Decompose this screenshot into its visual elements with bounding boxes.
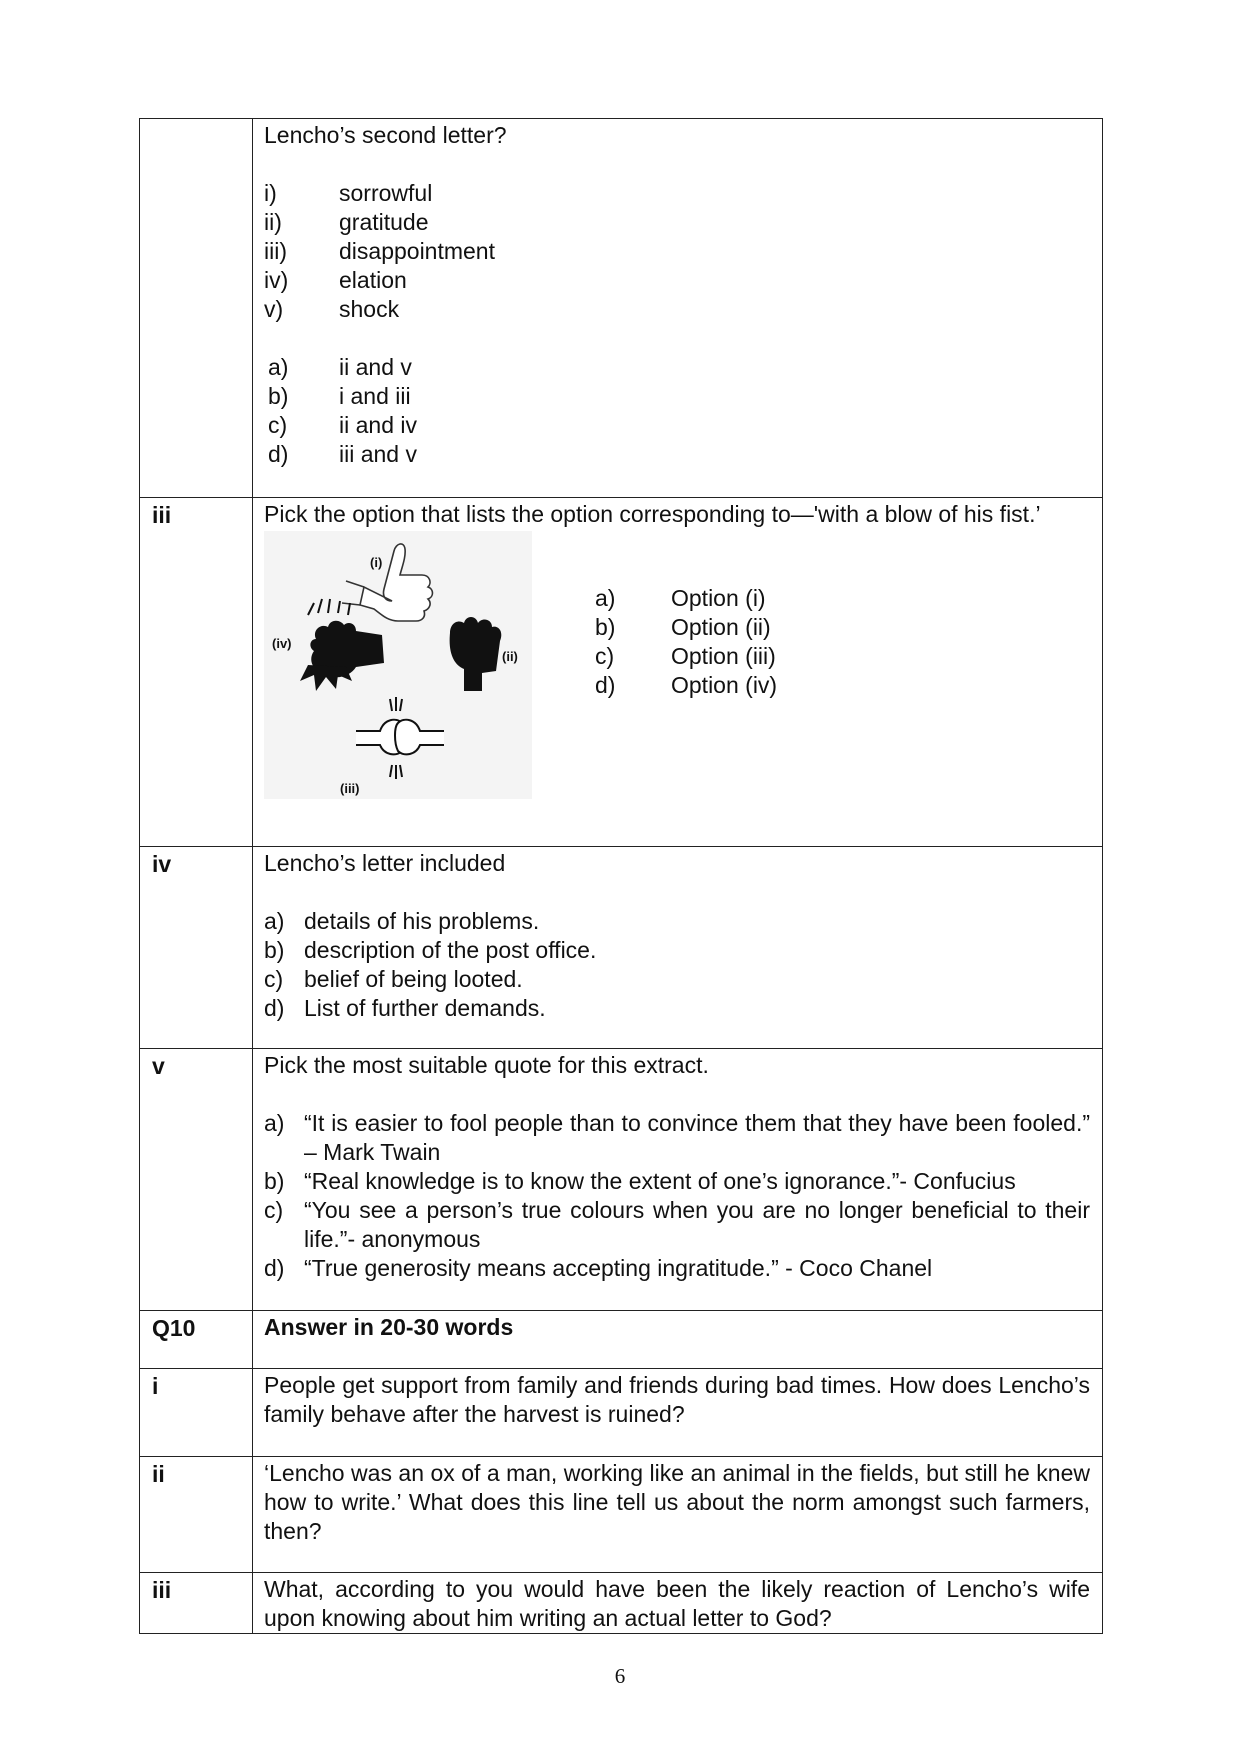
list-item: v) shock: [264, 296, 400, 322]
question-body: [253, 119, 1103, 498]
answer-option: c) belief of being looted.: [264, 966, 523, 992]
question-number: iii: [140, 498, 253, 847]
question-number-cell: [140, 119, 253, 498]
question-stem: Lencho’s letter included: [264, 850, 506, 876]
question-number: iii: [140, 1573, 253, 1634]
question-row: [140, 119, 1103, 498]
question-body: [253, 1049, 1103, 1311]
answer-option: a) ii and v: [268, 354, 412, 380]
question-row: [140, 1311, 1103, 1369]
answer-option: a) details of his problems.: [264, 908, 540, 934]
answer-option: b) i and iii: [268, 383, 411, 409]
question-row: [140, 1369, 1103, 1457]
figure-label-iv: (iv): [272, 636, 292, 651]
answer-option: d) iii and v: [268, 441, 417, 467]
question-body: [253, 847, 1103, 1049]
answer-option: d) List of further demands.: [264, 995, 546, 1021]
question-text: People get support from family and friends during bad times. How does Lencho’s family behave after the harvest is ruined?: [253, 1369, 1103, 1457]
question-row: [140, 1573, 1103, 1634]
figure-label-iii: (iii): [340, 781, 360, 796]
question-number: Q10: [140, 1311, 253, 1369]
question-number: v: [140, 1049, 253, 1311]
figure-label-ii: (ii): [502, 649, 518, 664]
question-text: What, according to you would have been the likely reaction of Lencho’s wife upon knowing about him writing an actual letter to God?: [253, 1573, 1103, 1634]
question-number: iv: [140, 847, 253, 1049]
question-row: [140, 1457, 1103, 1573]
question-row: [140, 1049, 1103, 1311]
question-text: ‘Lencho was an ox of a man, working like an animal in the fields, but still he knew how to write.’ What does this line tell us about the norm amongst such farmers, then?: [253, 1457, 1103, 1573]
answer-option: c) Option (iii): [595, 643, 776, 669]
answer-option: b) “Real knowledge is to know the extent of one’s ignorance.”- Confucius: [264, 1168, 1016, 1194]
answer-options: [595, 584, 777, 700]
question-number: i: [140, 1369, 253, 1457]
list-item: i) sorrowful: [264, 180, 433, 206]
page-number: 6: [614, 1664, 626, 1688]
question-body: [253, 498, 1103, 847]
answer-option: b) description of the post office.: [264, 937, 597, 963]
question-stem: Pick the most suitable quote for this extract.: [264, 1052, 709, 1078]
answer-option: d) Option (iv): [595, 672, 778, 698]
figure-label-i: (i): [370, 555, 383, 570]
answer-option: a) “It is easier to fool people than to convince them that they have been fooled.” – Mark Twain: [264, 1110, 1090, 1165]
answer-option: c) ii and iv: [268, 412, 417, 438]
answer-option: a) Option (i): [595, 585, 766, 611]
answer-option: d) “True generosity means accepting ingratitude.” - Coco Chanel: [264, 1255, 933, 1281]
answer-option: c) “You see a person’s true colours when you are no longer beneficial to their life.”- anonymous: [264, 1197, 1090, 1252]
question-stem: Lencho’s second letter?: [264, 122, 507, 148]
list-item: iv) elation: [264, 267, 407, 293]
question-stem: Pick the option that lists the option corresponding to—'with a blow of his fist.’: [264, 501, 1041, 527]
answer-option: b) Option (ii): [595, 614, 771, 640]
list-item: iii) disappointment: [264, 238, 495, 264]
hand-gestures-figure: [264, 531, 532, 799]
list-item: ii) gratitude: [264, 209, 429, 235]
question-table: [139, 118, 1103, 1634]
question-row: [140, 498, 1103, 847]
section-heading: Answer in 20-30 words: [253, 1311, 1103, 1369]
question-row: [140, 847, 1103, 1049]
question-number: ii: [140, 1457, 253, 1573]
